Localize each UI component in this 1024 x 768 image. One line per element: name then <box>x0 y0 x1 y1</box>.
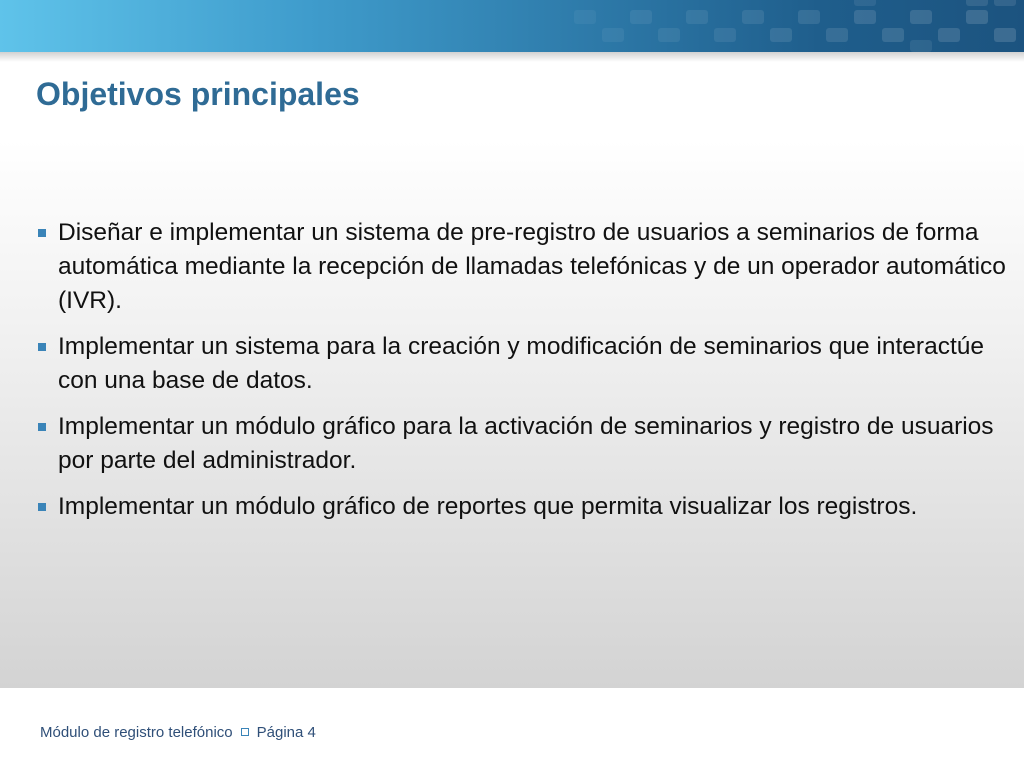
header-shadow <box>0 52 1024 62</box>
list-item-text: Implementar un módulo gráfico para la activación de seminarios y registro de usuarios por parte del administrador. <box>58 413 994 474</box>
header-banner <box>0 0 1024 52</box>
square-bullet-icon <box>38 343 46 351</box>
footer-page-number: Página 4 <box>256 724 316 741</box>
list-item <box>36 216 1006 318</box>
banner-tile-pattern <box>554 0 1024 52</box>
list-item <box>36 490 1006 524</box>
footer-module-name: Módulo de registro telefónico <box>40 724 233 741</box>
objectives-list <box>36 216 1006 536</box>
square-bullet-icon <box>38 503 46 511</box>
list-item <box>36 330 1006 398</box>
list-item-text: Implementar un sistema para la creación y modificación de seminarios que interactúe con una base de datos. <box>58 333 985 394</box>
square-bullet-icon <box>38 229 46 237</box>
footer <box>40 724 316 741</box>
list-item-text: Diseñar e implementar un sistema de pre-registro de usuarios a seminarios de forma automática mediante la recepción de llamadas telefónicas y de un operador automático (IVR). <box>58 219 1006 314</box>
square-bullet-icon <box>38 423 46 431</box>
small-square-icon <box>241 728 249 736</box>
slide-title: Objetivos principales <box>36 76 360 112</box>
list-item <box>36 410 1006 478</box>
list-item-text: Implementar un módulo gráfico de reportes que permita visualizar los registros. <box>58 493 918 520</box>
